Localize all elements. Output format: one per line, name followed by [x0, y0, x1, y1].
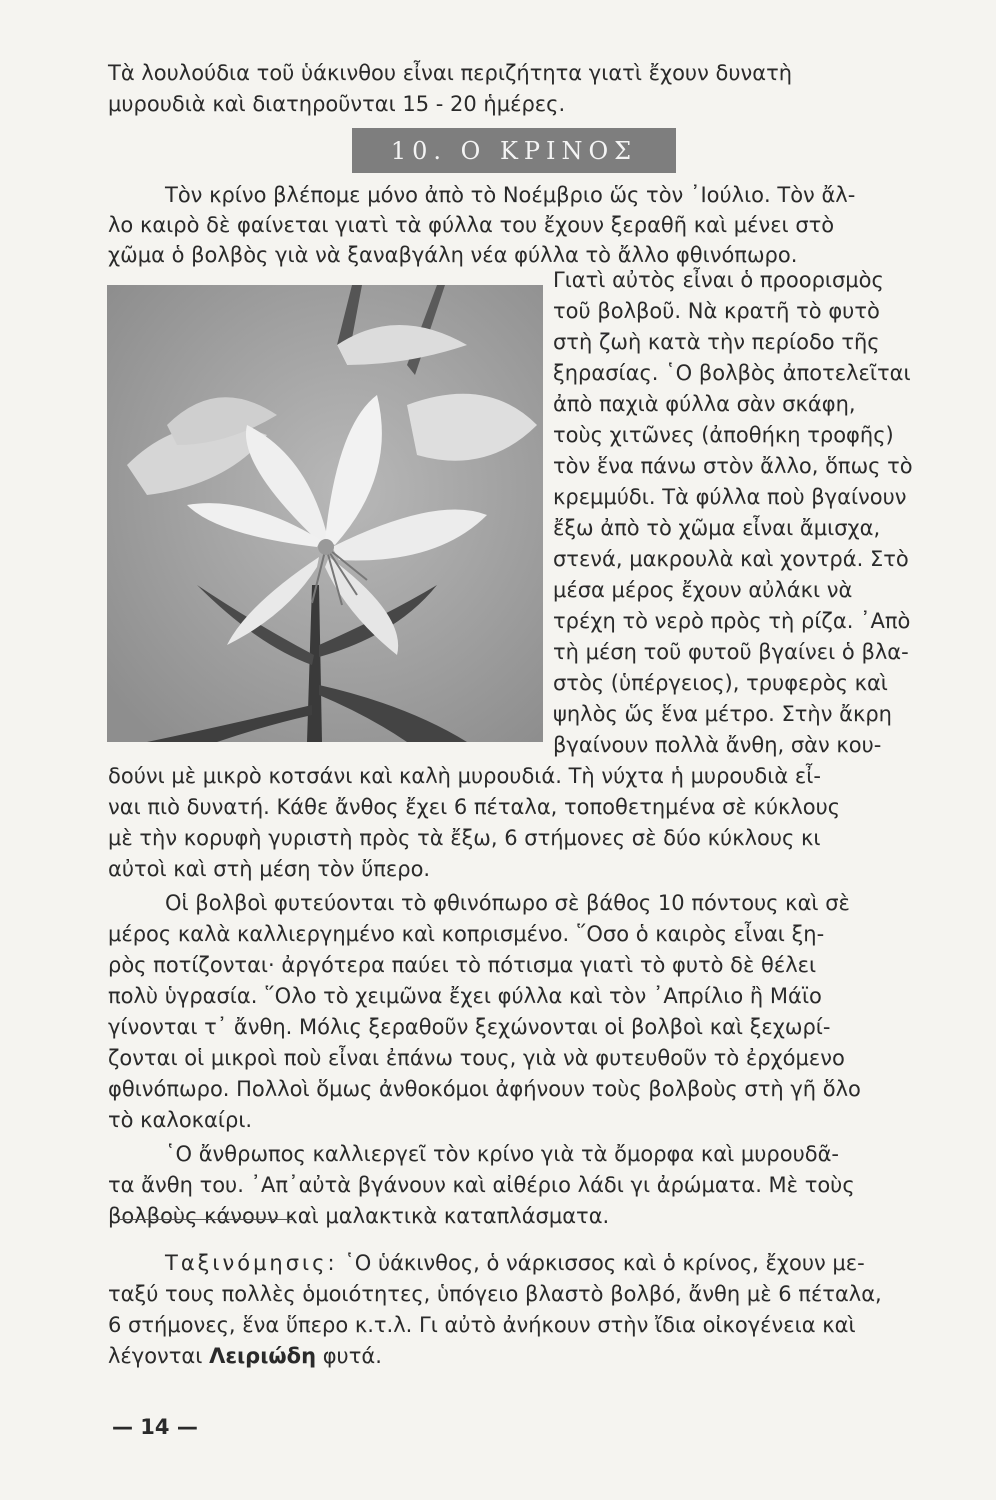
para1-end-1: δούνι μὲ μικρὸ κοτσάνι καὶ καλὴ μυρουδιά. Τὴ νύχτα ἡ μυρουδιὰ εἶ- — [108, 764, 821, 788]
page-number: — 14 — — [112, 1415, 198, 1439]
para2-line-5: γίνονται τ᾿ ἄνθη. Μόλις ξεραθοῦν ξεχώνονται οἱ βολβοὶ καὶ ξεχωρί- — [108, 1015, 831, 1039]
para2-line-1: Οἱ βολβοὶ φυτεύονται τὸ φθινόπωρο σὲ βάθος 10 πόντους καὶ σὲ — [165, 891, 850, 915]
para3-line-1: ῾Ο ἄνθρωπος καλλιεργεῖ τὸν κρίνο γιὰ τὰ ὄμορφα καὶ μυρουδᾶ- — [165, 1142, 839, 1166]
para1-narrow-13: τὴ μέση τοῦ φυτοῦ βγαίνει ὁ βλα- — [553, 640, 909, 664]
para1-narrow-14: στὸς (ὑπέργειος), τρυφερὸς καὶ — [553, 671, 888, 695]
lily-illustration — [107, 285, 543, 742]
para1-narrow-8: κρεμμύδι. Τὰ φύλλα ποὺ βγαίνουν — [553, 485, 907, 509]
para1-narrow-11: μέσα μέρος ἔχουν αὐλάκι νὰ — [553, 578, 853, 602]
para1-narrow-1: Γιατὶ αὐτὸς εἶναι ὁ προορισμὸς — [553, 268, 884, 292]
para1-end-4: αὐτοὶ καὶ στὴ μέση τὸν ὕπερο. — [108, 857, 431, 881]
note-bold-term: Λειριώδη — [209, 1344, 317, 1368]
para1-narrow-10: στενά, μακρουλὰ καὶ χοντρά. Στὸ — [553, 547, 909, 571]
para2-line-3: ρὸς ποτίζονται· ἀργότερα παύει τὸ πότισμα γιατὶ τὸ φυτὸ δὲ θέλει — [108, 953, 817, 977]
note-line-4-end: φυτά. — [316, 1344, 382, 1368]
para2-line-7: φθινόπωρο. Πολλοὶ ὅμως ἀνθοκόμοι ἀφήνουν τοὺς βολβοὺς στὴ γῆ ὅλο — [108, 1077, 861, 1101]
note-line-3: 6 στήμονες, ἕνα ὕπερο κ.τ.λ. Γι αὐτὸ ἀνήκουν στὴν ἴδια οἰκογένεια καὶ — [108, 1313, 856, 1337]
section-heading: 10. Ο ΚΡΙΝΟΣ — [352, 128, 676, 173]
para2-line-8: τὸ καλοκαίρι. — [108, 1108, 253, 1132]
para1-narrow-9: ἔξω ἀπὸ τὸ χῶμα εἶναι ἄμισχα, — [553, 516, 881, 540]
para3-line-3: βολβοὺς κάνουν καὶ μαλακτικὰ καταπλάσματα. — [108, 1204, 610, 1228]
note-label: Ταξινόμησις: — [165, 1251, 338, 1275]
para2-line-2: μέρος καλὰ καλλιεργημένο καὶ κοπρισμένο. ῞Οσο ὁ καιρὸς εἶναι ξη- — [108, 922, 825, 946]
lily-photo — [107, 285, 543, 742]
para1-narrow-3: στὴ ζωὴ κατὰ τὴν περίοδο τῆς — [553, 330, 880, 354]
intro-line-2: μυρουδιὰ καὶ διατηροῦνται 15 - 20 ἡμέρες. — [108, 92, 566, 116]
para1-line-2: λο καιρὸ δὲ φαίνεται γιατὶ τὰ φύλλα του ἔχουν ξεραθῆ καὶ μένει στὸ — [108, 213, 835, 237]
note-line-4-start: λέγονται — [108, 1344, 210, 1368]
para1-narrow-5: ἀπὸ παχιὰ φύλλα σὰν σκάφη, — [553, 392, 856, 416]
para2-line-6: ζονται οἱ μικροὶ ποὺ εἶναι ἐπάνω τους, γιὰ νὰ φυτευθοῦν τὸ ἐρχόμενο — [108, 1046, 845, 1070]
para1-narrow-16: βγαίνουν πολλὰ ἄνθη, σὰν κου- — [553, 733, 882, 757]
note-line-4 — [108, 1341, 940, 1371]
intro-line-1: Τὰ λουλούδια τοῦ ὑάκινθου εἶναι περιζήτητα γιατὶ ἔχουν δυνατὴ — [108, 61, 793, 85]
para1-narrow-12: τρέχη τὸ νερὸ πρὸς τὴ ρίζα. ᾿Απὸ — [553, 609, 911, 633]
para1-line-1: Τὸν κρίνο βλέπομε μόνο ἀπὸ τὸ Νοέμβριο ὥς τὸν ᾿Ιούλιο. Τὸν ἄλ- — [165, 183, 856, 207]
para2-line-4: πολὺ ὑγρασία. ῞Ολο τὸ χειμῶνα ἔχει φύλλα καὶ τὸν ᾿Απρίλιο ἢ Μάϊο — [108, 984, 822, 1008]
para1-narrow-7: τὸν ἕνα πάνω στὸν ἄλλο, ὅπως τὸ — [553, 454, 913, 478]
note-line-2: ταξύ τους πολλὲς ὁμοιότητες, ὑπόγειο βλαστὸ βολβό, ἄνθη μὲ 6 πέταλα, — [108, 1282, 882, 1306]
para1-line-3: χῶμα ὁ βολβὸς γιὰ νὰ ξαναβγάλη νέα φύλλα τὸ ἄλλο φθινόπωρο. — [108, 243, 798, 267]
para3-line-2: τα ἄνθη του. ᾿Απ᾿αὐτὰ βγάνουν καὶ αἰθέριο λάδι γι ἀρώματα. Μὲ τοὺς — [108, 1173, 855, 1197]
para1-end-3: μὲ τὴν κορυφὴ γυριστὴ πρὸς τὰ ἔξω, 6 στήμονες σὲ δύο κύκλους κι — [108, 826, 821, 850]
footnote-rule — [120, 1219, 295, 1220]
para1-end-2: ναι πιὸ δυνατή. Κάθε ἄνθος ἔχει 6 πέταλα, τοποθετημένα σὲ κύκλους — [108, 795, 841, 819]
para1-narrow-2: τοῦ βολβοῦ. Νὰ κρατῆ τὸ φυτὸ — [553, 299, 880, 323]
para1-narrow-6: τοὺς χιτῶνες (ἀποθήκη τροφῆς) — [553, 423, 894, 447]
note-line-1-text: ῾Ο ὑάκινθος, ὁ νάρκισσος καὶ ὁ κρίνος, ἔχουν με- — [337, 1251, 865, 1275]
para1-narrow-15: ψηλὸς ὥς ἕνα μέτρο. Στὴν ἄκρη — [553, 702, 892, 726]
note-line-1 — [165, 1248, 940, 1278]
para1-narrow-4: ξηρασίας. ῾Ο βολβὸς ἀποτελεῖται — [553, 361, 911, 385]
